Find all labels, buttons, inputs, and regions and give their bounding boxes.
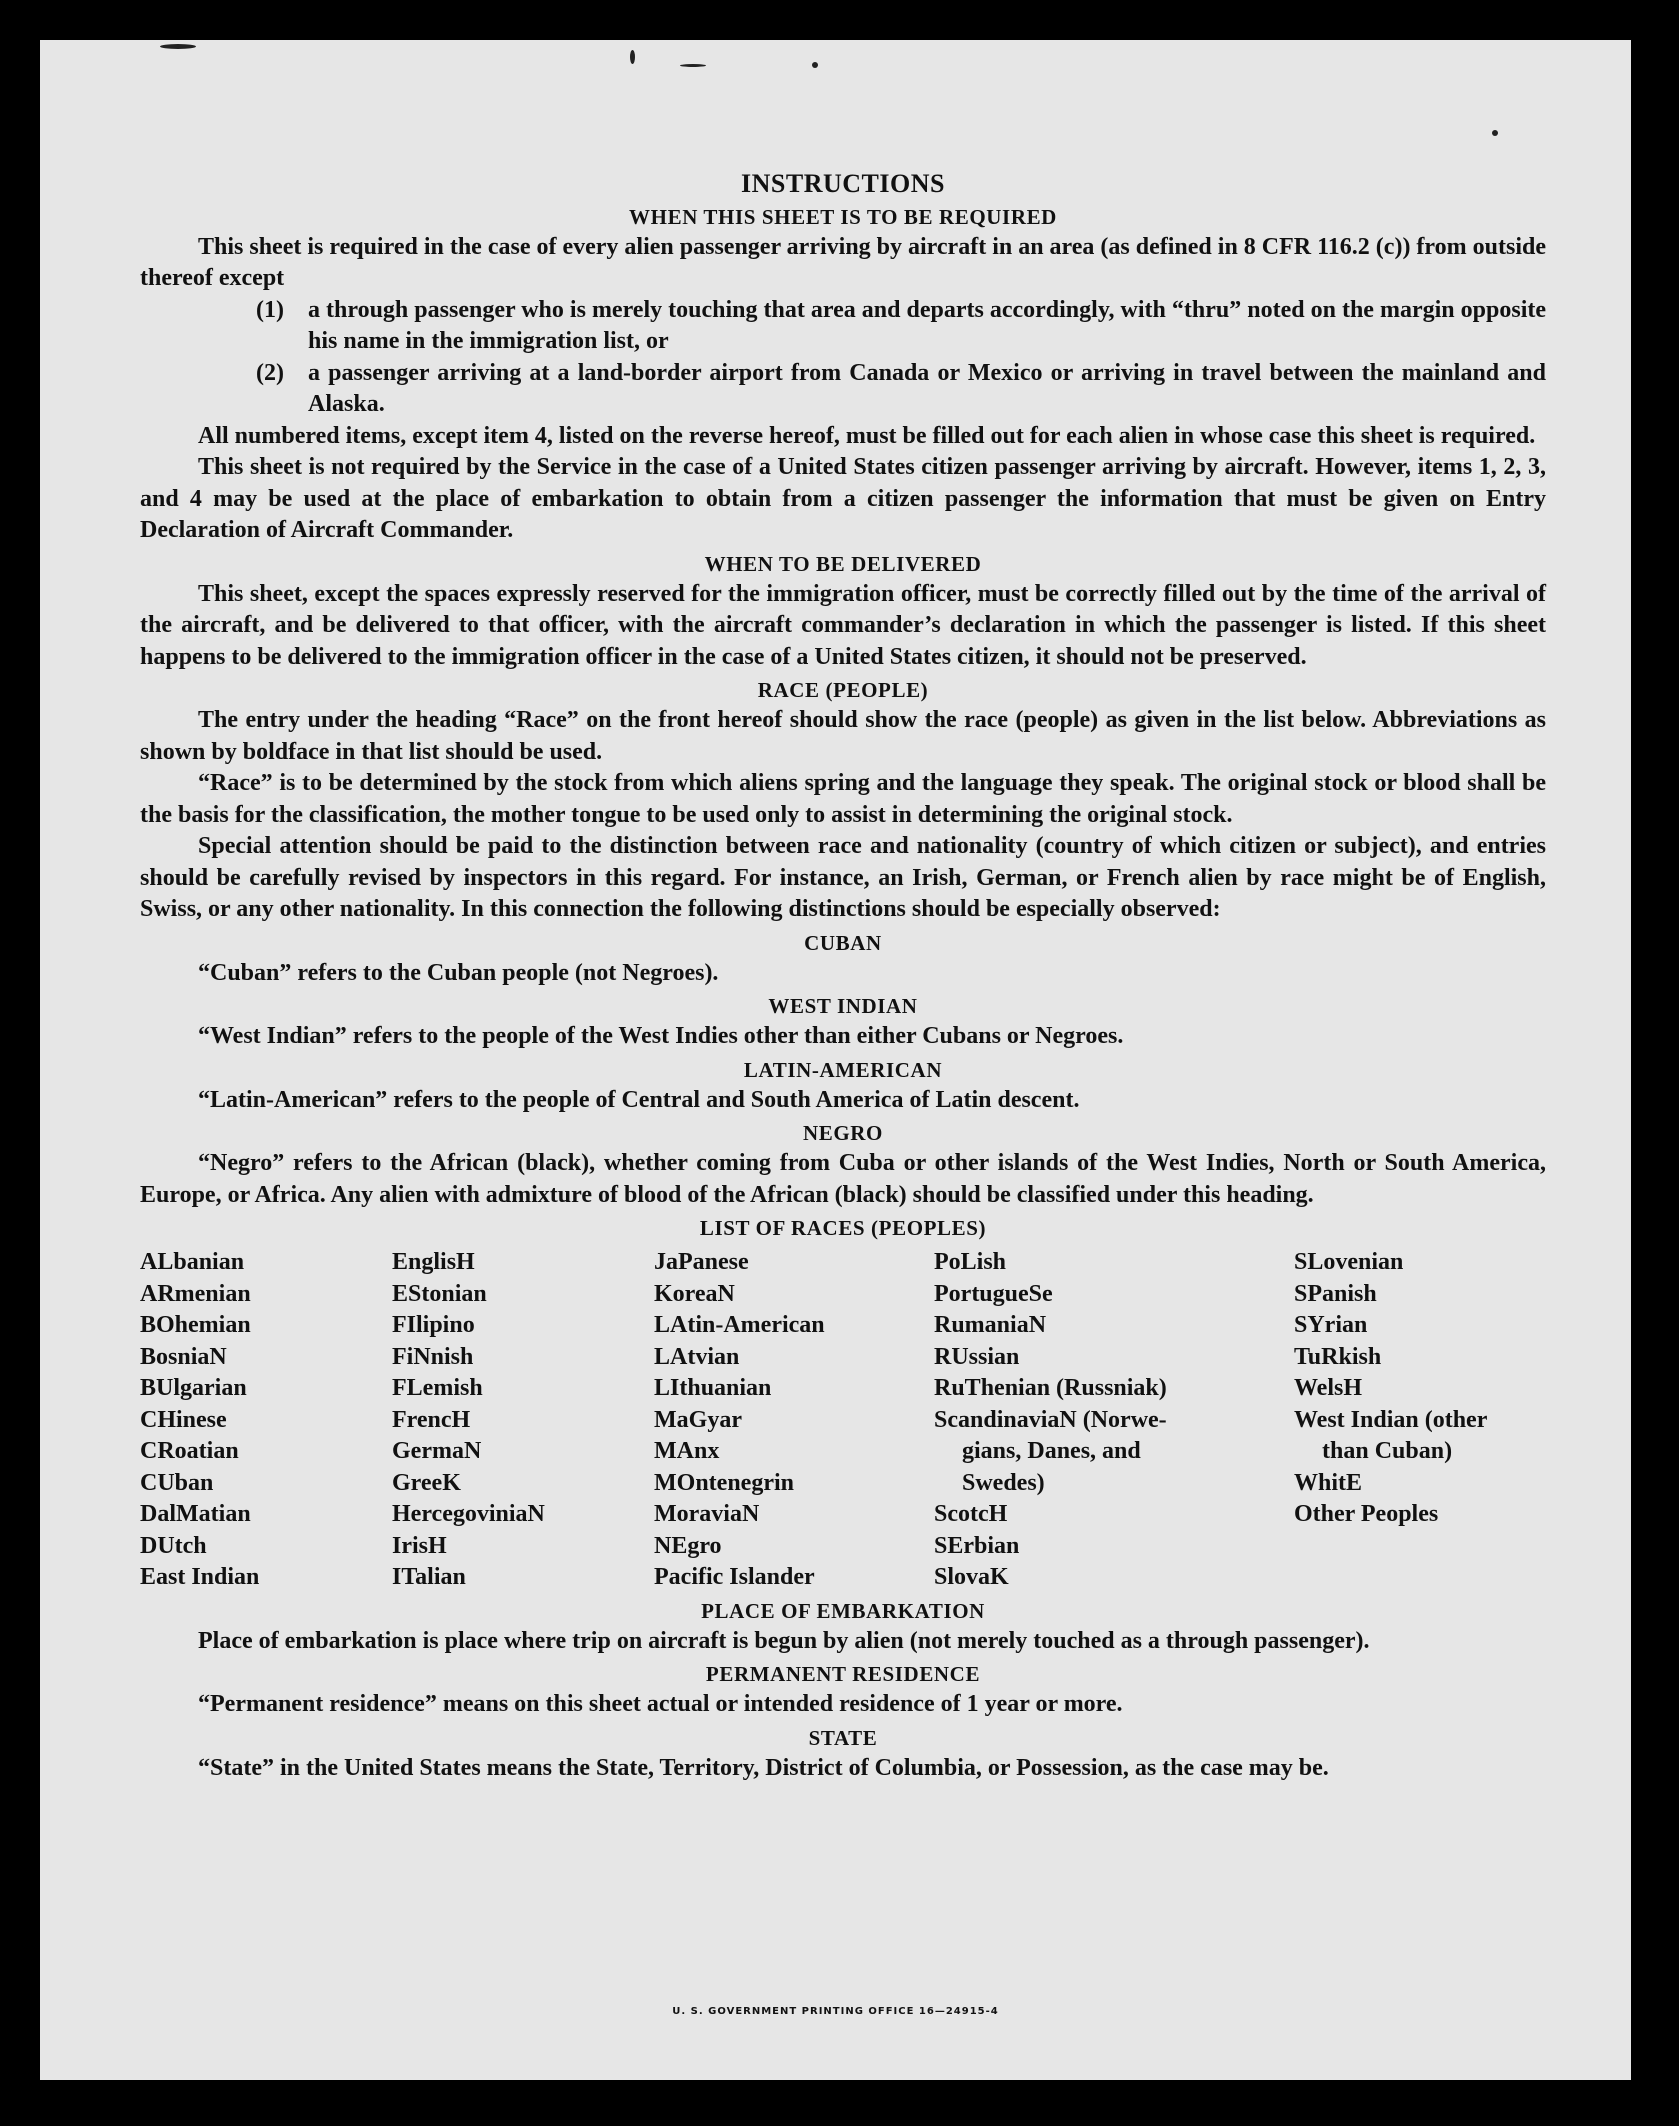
cuban-text: “Cuban” refers to the Cuban people (not Negroes).: [198, 959, 719, 986]
race-entry: GreeK: [392, 1469, 461, 1496]
race-entry: IrisH: [392, 1532, 447, 1559]
race-paragraph-1: The entry under the heading “Race” on the front hereof should show the race (people) as given in the list below. Abbreviations as shown by boldface in that list should be used.: [140, 707, 1546, 765]
race-entry: WelsH: [1294, 1375, 1363, 1401]
printing-office-footer: U. S. GOVERNMENT PRINTING OFFICE 16—24915-4: [672, 2006, 999, 2017]
race-paragraph-2: “Race” is to be determined by the stock from which aliens spring and the language they speak. The original stock or blood shall be the basis for the classification, the mother tongue to be used only to assist in determining the original stock.: [140, 770, 1546, 828]
race-entry-continued: gians, Danes, and: [962, 1438, 1141, 1464]
race-entry: RumaniaN: [934, 1312, 1047, 1338]
race-paragraph-3: Special attention should be paid to the distinction between race and nationality (country of which citizen or subject), and entries should be carefully revised by inspectors in this regard. For instance, an Irish, German, or French alien by race might be of English, Swiss, or any other nationality. In this connection the following distinctions should be especially observed:: [140, 833, 1546, 922]
race-entry: RUssian: [934, 1343, 1020, 1370]
heading-negro: NEGRO: [802, 1121, 883, 1145]
numbered-items-paragraph: All numbered items, except item 4, listed on the reverse hereof, must be filled out for each alien in whose case this sheet is required.: [198, 422, 1536, 449]
residence-text: “Permanent residence” means on this sheet actual or intended residence of 1 year or more.: [198, 1691, 1123, 1717]
race-list: [140, 1247, 1546, 1594]
heading-race: RACE (PEOPLE): [757, 678, 929, 702]
race-entry: ScandinaviaN (Norwe-: [934, 1406, 1167, 1433]
race-entry: SlovaK: [934, 1564, 1009, 1590]
race-column-4: [934, 1247, 1294, 1594]
heading-embarkation: PLACE OF EMBARKATION: [701, 1598, 985, 1623]
instructions-content: [140, 168, 1546, 1784]
heading-permanent-residence: PERMANENT RESIDENCE: [705, 1662, 981, 1686]
race-entry: NEgro: [654, 1532, 722, 1559]
race-entry: TuRkish: [1294, 1343, 1382, 1370]
race-entry: MAnx: [654, 1438, 720, 1464]
race-entry: KoreaN: [654, 1280, 735, 1307]
race-entry: HercegoviniaN: [392, 1501, 545, 1527]
latin-american-text: “Latin-American” refers to the people of Central and South America of Latin descent.: [198, 1086, 1080, 1113]
race-entry: Pacific Islander: [654, 1564, 815, 1590]
race-entry: JaPanese: [654, 1249, 749, 1275]
when-required-intro: This sheet is required in the case of every alien passenger arriving by aircraft in an area (as defined in 8 CFR 116.2 (c)) from outside thereof except: [140, 233, 1546, 291]
race-entry: ITalian: [392, 1564, 466, 1590]
race-column-1: [140, 1247, 392, 1594]
race-entry: CUban: [140, 1469, 214, 1496]
scan-noise: [160, 44, 196, 49]
race-entry: LIthuanian: [654, 1375, 772, 1401]
scan-noise: [680, 64, 706, 67]
exception-item: [256, 295, 1546, 358]
race-entry: LAtvian: [654, 1343, 740, 1370]
scan-noise: [1492, 130, 1498, 136]
embarkation-text: Place of embarkation is place where trip on aircraft is begun by alien (not merely touched as a through passenger).: [198, 1627, 1370, 1654]
race-entry: DalMatian: [140, 1501, 251, 1527]
heading-when-delivered: WHEN TO BE DELIVERED: [704, 551, 982, 576]
race-column-5: [1294, 1247, 1546, 1594]
exception-text: a passenger arriving at a land-border airport from Canada or Mexico or arriving in travel between the mainland and Alaska.: [308, 359, 1546, 417]
race-column-2: [392, 1247, 654, 1594]
exception-number: (1): [256, 296, 284, 323]
race-entry: ARmenian: [140, 1280, 251, 1307]
race-entry: DUtch: [140, 1532, 207, 1559]
scan-noise: [812, 62, 818, 68]
race-entry: WhitE: [1294, 1469, 1363, 1496]
race-entry-continued: than Cuban): [1322, 1438, 1453, 1464]
race-entry: CRoatian: [140, 1438, 239, 1464]
scan-noise: [630, 50, 635, 64]
exception-item: [256, 358, 1546, 421]
when-delivered-text: This sheet, except the spaces expressly reserved for the immigration officer, must be correctly filled out by the time of the arrival of the aircraft, and be delivered to that officer, with the aircraft commander’s declaration in which the passenger is listed. If this sheet happens to be delivered to the immigration officer in the case of a United States citizen, it should not be preserved.: [140, 580, 1546, 670]
race-entry: MoraviaN: [654, 1501, 760, 1527]
race-entry: ALbanian: [140, 1249, 245, 1275]
race-entry: MOntenegrin: [654, 1469, 794, 1496]
race-entry: ScotcH: [934, 1501, 1008, 1527]
race-entry: Other Peoples: [1294, 1501, 1439, 1527]
heading-state: STATE: [808, 1725, 878, 1750]
race-entry: EnglisH: [392, 1249, 475, 1275]
west-indian-text: “West Indian” refers to the people of the West Indies other than either Cubans or Negroes.: [198, 1023, 1124, 1049]
race-entry-continued: Swedes): [962, 1469, 1045, 1496]
citizen-paragraph: This sheet is not required by the Service in the case of a United States citizen passenger arriving by aircraft. However, items 1, 2, 3, and 4 may be used at the place of embarkation to obtain from a citizen passenger the information that must be given on Entry Declaration of Aircraft Commander.: [140, 454, 1546, 543]
race-entry: CHinese: [140, 1406, 227, 1433]
race-entry: BUlgarian: [140, 1375, 247, 1401]
race-entry: SYrian: [1294, 1312, 1368, 1338]
race-entry: BOhemian: [140, 1312, 251, 1338]
heading-list-of-races: LIST OF RACES (PEOPLES): [699, 1216, 987, 1240]
heading-latin-american: LATIN-AMERICAN: [743, 1057, 943, 1082]
race-entry: SLovenian: [1294, 1249, 1404, 1275]
heading-when-required: WHEN THIS SHEET IS TO BE REQUIRED: [629, 204, 1057, 229]
document-page: [40, 40, 1631, 2080]
race-entry: SPanish: [1294, 1280, 1377, 1307]
race-entry: West Indian (other: [1294, 1406, 1488, 1433]
race-entry: LAtin-American: [654, 1312, 825, 1338]
race-entry: FLemish: [392, 1375, 483, 1401]
race-entry: FIlipino: [392, 1312, 475, 1338]
page-title: INSTRUCTIONS: [741, 169, 945, 198]
race-entry: EStonian: [392, 1280, 487, 1307]
heading-west-indian: WEST INDIAN: [768, 994, 918, 1018]
race-entry: FrencH: [392, 1406, 471, 1433]
race-entry: MaGyar: [654, 1406, 742, 1433]
race-entry: East Indian: [140, 1564, 260, 1590]
race-entry: PoLish: [934, 1249, 1007, 1275]
race-entry: RuThenian (Russniak): [934, 1375, 1167, 1401]
exception-number: (2): [256, 359, 284, 386]
negro-text: “Negro” refers to the African (black), whether coming from Cuba or other islands of the West Indies, North or South America, Europe, or Africa. Any alien with admixture of blood of the African (black) should be classified under this heading.: [140, 1150, 1546, 1208]
race-entry: FiNnish: [392, 1343, 474, 1370]
race-entry: PortugueSe: [934, 1280, 1053, 1307]
race-entry: BosniaN: [140, 1343, 227, 1370]
exception-text: a through passenger who is merely touching that area and departs accordingly, with “thru” noted on the margin opposite his name in the immigration list, or: [308, 296, 1546, 354]
state-text: “State” in the United States means the State, Territory, District of Columbia, or Possession, as the case may be.: [198, 1754, 1329, 1781]
race-entry: GermaN: [392, 1438, 482, 1464]
heading-cuban: CUBAN: [804, 930, 882, 955]
race-entry: SErbian: [934, 1532, 1020, 1559]
race-column-3: [654, 1247, 934, 1594]
